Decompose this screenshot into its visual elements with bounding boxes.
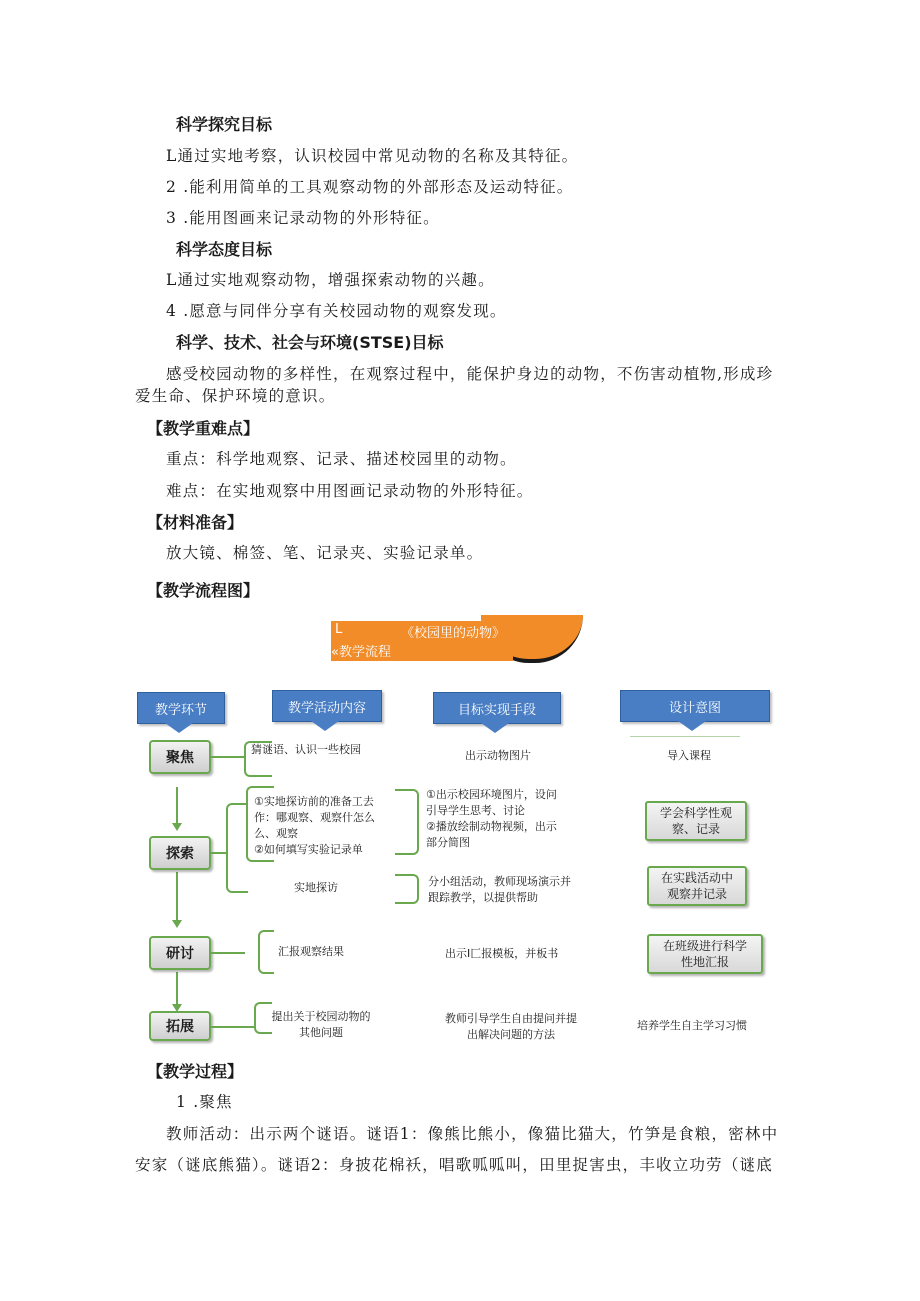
header-means: 目标实现手段 bbox=[433, 692, 561, 724]
stage-explore: 探索 bbox=[149, 836, 211, 870]
discuss-intent-line-1: 在班级进行科学 bbox=[662, 939, 747, 953]
explore-intent-2-line-1: 在实践活动中 bbox=[660, 871, 733, 885]
explore-means-line-3: ②播放绘制动物视频，出示 bbox=[426, 820, 557, 833]
inquiry-item-3: 3 .能用图画来记录动物的外形特征。 bbox=[166, 209, 440, 227]
extend-intent: 培养学生自主学习习惯 bbox=[637, 1019, 747, 1032]
extend-activity-line-2: 其他问题 bbox=[299, 1026, 343, 1039]
banner-title: 《校园里的动物》 bbox=[401, 626, 506, 641]
flow-arrow-2 bbox=[172, 920, 182, 928]
flow-line-1 bbox=[176, 787, 178, 825]
connector-explore bbox=[211, 852, 227, 854]
extend-means-line-2: 出解决问题的方法 bbox=[467, 1028, 555, 1041]
inquiry-item-2: 2 .能利用简单的工具观察动物的外部形态及运动特征。 bbox=[166, 178, 574, 196]
intent-top-rule bbox=[630, 736, 740, 737]
header-stage: 教学环节 bbox=[137, 692, 225, 724]
stse-goal-title: 科学、技术、社会与环境(STSE)目标 bbox=[176, 333, 444, 352]
focus-intent: 导入课程 bbox=[667, 749, 711, 762]
materials-title: 【材料准备】 bbox=[147, 513, 244, 532]
extend-activity-line-1: 提出关于校园动物的 bbox=[271, 1010, 371, 1023]
process-step-focus: 1 .聚焦 bbox=[176, 1093, 233, 1111]
stage-discuss: 研讨 bbox=[149, 936, 211, 970]
flow-line-2 bbox=[176, 872, 178, 922]
attitude-item-2: 4 .愿意与同伴分享有关校园动物的观察发现。 bbox=[166, 302, 507, 320]
banner-marker: L bbox=[335, 622, 343, 637]
header-intent-arrow bbox=[678, 721, 706, 731]
process-text-line-1: 教师活动：出示两个谜语。谜语1：像熊比熊小，像猫比猫大，竹笋是食粮，密林中 bbox=[166, 1125, 779, 1143]
explore-intent-2-line-2: 观察并记录 bbox=[666, 887, 727, 901]
header-means-arrow bbox=[481, 723, 509, 733]
explore-activity-2: 实地探访 bbox=[294, 881, 338, 894]
discuss-intent-box bbox=[647, 934, 763, 974]
focus-activity: 猜谜语、认识一些校园 bbox=[251, 743, 361, 756]
extend-means-line-1: 教师引导学生自由提问并提 bbox=[445, 1012, 577, 1025]
header-stage-arrow bbox=[165, 723, 193, 733]
key-point: 重点：科学地观察、记录、描述校园里的动物。 bbox=[166, 450, 517, 468]
brace-explore bbox=[226, 803, 248, 893]
materials-list: 放大镜、棉签、笔、记录夹、实验记录单。 bbox=[166, 544, 484, 562]
discuss-activity: 汇报观察结果 bbox=[278, 945, 344, 958]
explore-means-line-1: ①出示校园环境图片，设问 bbox=[426, 788, 557, 801]
inquiry-item-1: L通过实地考察，认识校园中常见动物的名称及其特征。 bbox=[166, 147, 579, 165]
process-text-line-2: 安家（谜底熊猫）。谜语2：身披花棉袄，唱歌呱呱叫，田里捉害虫，丰收立功劳（谜底 bbox=[135, 1156, 773, 1174]
stage-extend: 拓展 bbox=[149, 1011, 211, 1041]
header-activity-arrow bbox=[311, 721, 339, 731]
flowchart-title: 【教学流程图】 bbox=[147, 581, 260, 600]
attitude-goal-title: 科学态度目标 bbox=[176, 240, 273, 259]
flow-arrow-1 bbox=[172, 823, 182, 831]
brace-means-explore bbox=[395, 789, 419, 855]
explore-intent-1-line-1: 学会科学性观 bbox=[659, 806, 732, 820]
explore-activity-line-4: ②如何填写实验记录单 bbox=[254, 843, 363, 856]
difficult-point: 难点：在实地观察中用图画记录动物的外形特征。 bbox=[166, 482, 534, 500]
connector-extend bbox=[211, 1026, 255, 1028]
flowchart-banner bbox=[331, 621, 583, 665]
explore-means-line-4: 部分简图 bbox=[426, 836, 470, 849]
explore-intent-box-1 bbox=[645, 801, 747, 841]
discuss-intent-line-2: 性地汇报 bbox=[680, 955, 729, 969]
connector-discuss bbox=[211, 952, 245, 954]
brace-discuss bbox=[258, 930, 274, 974]
header-activity: 教学活动内容 bbox=[272, 690, 382, 722]
stage-focus: 聚焦 bbox=[149, 740, 211, 774]
explore-intent-1-line-2: 察、记录 bbox=[671, 822, 720, 836]
attitude-item-1: L通过实地观察动物，增强探索动物的兴趣。 bbox=[166, 271, 495, 289]
flow-line-3 bbox=[176, 972, 178, 1006]
explore-activity-line-2: 作：哪观察、观察什怎么 bbox=[254, 811, 375, 824]
banner-subtitle: «教学流程 bbox=[331, 645, 391, 660]
stse-text-line-1: 感受校园动物的多样性，在观察过程中，能保护身边的动物，不伤害动植物,形成珍 bbox=[166, 365, 774, 383]
explore-means-2-line-1: 分小组活动，教师现场演示并 bbox=[428, 875, 571, 888]
explore-means-line-2: 引导学生思考、讨论 bbox=[426, 804, 525, 817]
stse-text-line-2: 爱生命、保护环境的意识。 bbox=[135, 387, 336, 405]
explore-means-2-line-2: 跟踪教学，以提供帮助 bbox=[428, 891, 538, 904]
explore-intent-box-2 bbox=[647, 866, 747, 906]
explore-activity-line-3: 么、观察 bbox=[254, 827, 298, 840]
brace-means-practice bbox=[395, 874, 419, 904]
discuss-means: 出示I匚报模板，并板书 bbox=[445, 947, 559, 960]
inquiry-goal-title: 科学探究目标 bbox=[176, 115, 273, 134]
header-intent: 设计意图 bbox=[620, 690, 770, 722]
process-title: 【教学过程】 bbox=[147, 1062, 244, 1081]
focus-means: 出示动物图片 bbox=[465, 749, 531, 762]
keypoints-title: 【教学重难点】 bbox=[147, 419, 260, 438]
explore-activity-line-1: ①实地探访前的准备工去 bbox=[254, 795, 374, 808]
connector-focus bbox=[211, 756, 245, 758]
